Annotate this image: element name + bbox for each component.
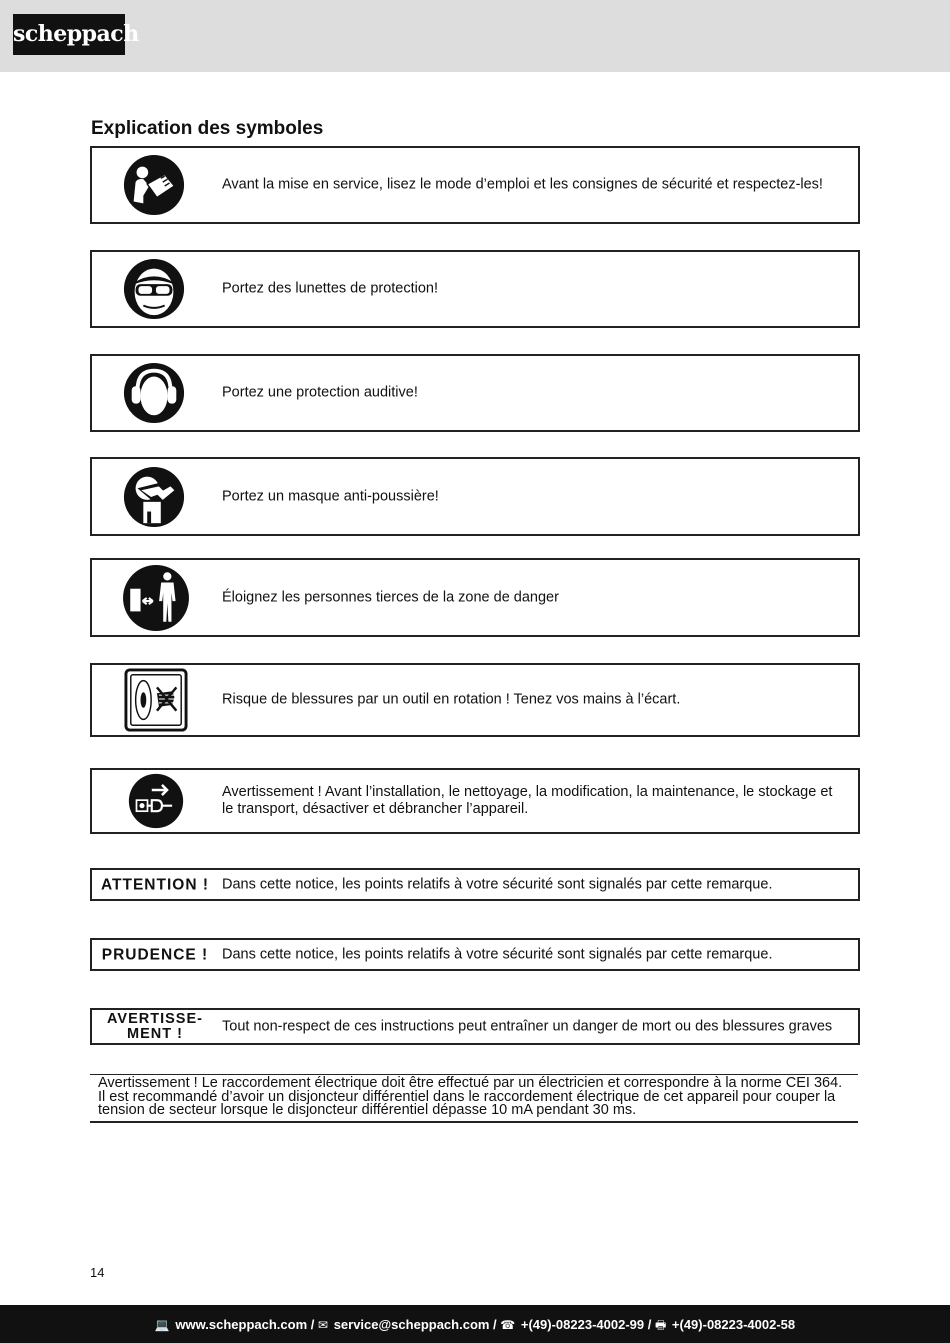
symbol-row-ear-protection — [90, 354, 860, 432]
prudence-label: PRUDENCE ! — [101, 946, 209, 963]
avertissement-label: AVERTISSE- MENT ! — [107, 1010, 203, 1042]
symbol-text: Portez une protection auditive! — [222, 384, 418, 401]
note-text: Avertissement ! Le raccordement électrique doit être effectué par un électricien et correspondre à la norme CEI 364. Il est recommandé d’avoir un disjoncteur différentiel dans le raccordement électrique de cet appareil pour couper la tension de secteur lorsque le disjoncteur différentiel dépasse 10 mA pendant 30 ms. — [98, 1075, 843, 1118]
symbol-text: Avant la mise en service, lisez le mode d’emploi et les consignes de sécurité et respectez-les! — [222, 176, 823, 193]
electrical-warning-note — [90, 1074, 858, 1123]
read-manual-icon — [122, 153, 186, 217]
unplug-icon — [128, 773, 184, 829]
computer-icon: 💻 — [154, 1318, 170, 1332]
rotating-tool-hand-icon — [122, 668, 190, 732]
fax-icon: 🖶 — [654, 1318, 667, 1332]
label-row-avertissement — [90, 1008, 860, 1045]
scheppach-logo: scheppach — [13, 14, 125, 55]
footer-email[interactable]: service@scheppach.com / — [333, 1317, 497, 1332]
symbol-text: Portez des lunettes de protection! — [222, 280, 439, 297]
symbol-text: Portez un masque anti-poussière! — [222, 488, 439, 504]
symbol-text: Éloignez les personnes tierces de la zone de danger — [222, 589, 559, 605]
section-title: Explication des symboles — [91, 118, 324, 139]
attention-label: ATTENTION ! — [100, 876, 209, 893]
symbol-row-goggles — [90, 250, 860, 328]
keep-distance-icon — [122, 564, 190, 632]
label-text: Dans cette notice, les points relatifs à votre sécurité sont signalés par cette remarque. — [222, 876, 773, 892]
footer-fax: +(49)-08223-4002-58 — [671, 1317, 796, 1332]
footer-website[interactable]: www.scheppach.com / — [175, 1317, 315, 1332]
safety-goggles-icon — [122, 257, 186, 321]
footer-phone: +(49)-08223-4002-99 / — [520, 1317, 652, 1332]
footer-bar — [0, 1305, 950, 1343]
label-row-prudence — [90, 938, 860, 971]
phone-icon: ☎ — [500, 1318, 516, 1332]
dust-mask-icon — [122, 465, 186, 529]
label-row-attention — [90, 868, 860, 901]
ear-protection-icon — [122, 361, 186, 425]
symbol-row-read-manual — [90, 146, 860, 224]
label-text: Tout non-respect de ces instructions peut entraîner un danger de mort ou des blessures graves — [222, 1018, 833, 1034]
header-bar — [0, 0, 950, 72]
symbol-row-keep-distance — [90, 558, 860, 637]
symbol-text: Avertissement ! Avant l’installation, le nettoyage, la modification, la maintenance, le stockage et le transport, désactiver et débrancher l’appareil. — [222, 784, 833, 817]
symbol-row-unplug — [90, 768, 860, 834]
mail-icon: ✉ — [318, 1318, 329, 1332]
symbol-row-rotating-tool — [90, 663, 860, 737]
symbol-row-dust-mask — [90, 457, 860, 536]
label-text: Dans cette notice, les points relatifs à votre sécurité sont signalés par cette remarque. — [222, 946, 773, 962]
symbol-text: Risque de blessures par un outil en rotation ! Tenez vos mains à l’écart. — [222, 691, 681, 708]
page-number: 14 — [90, 1265, 105, 1280]
